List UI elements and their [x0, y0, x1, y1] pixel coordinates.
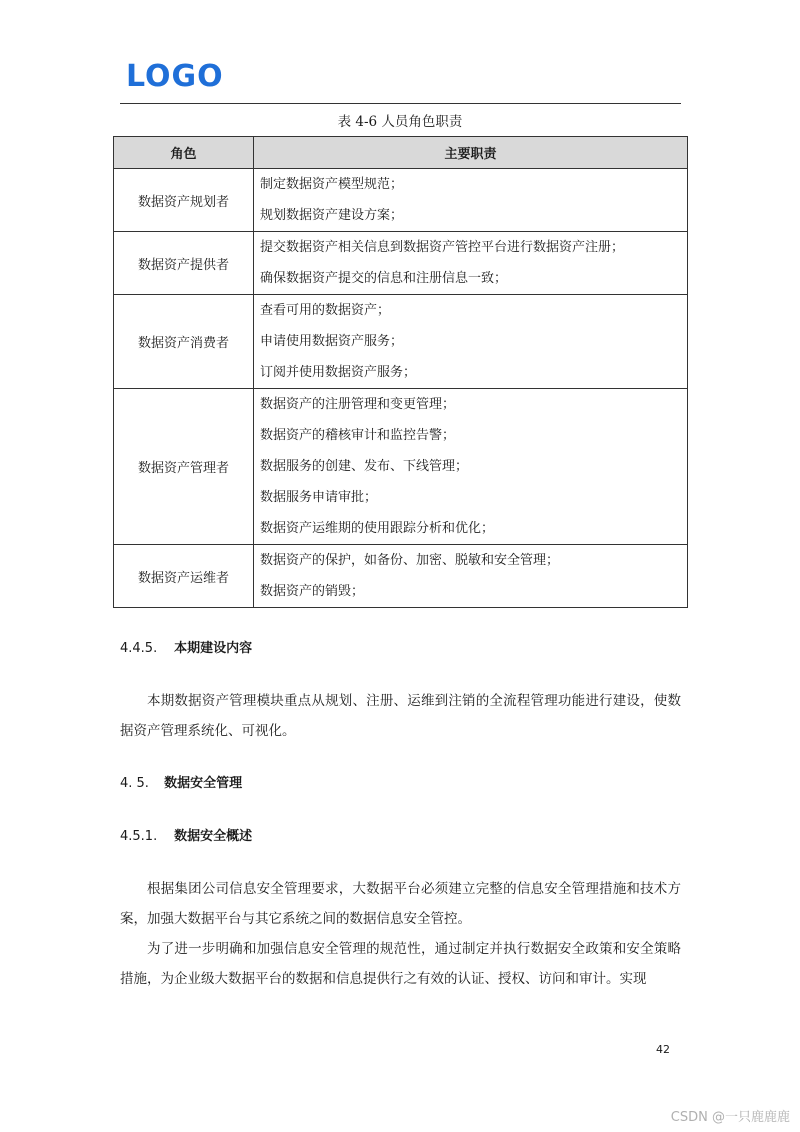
duties-cell [254, 232, 688, 295]
table-row [114, 169, 688, 232]
role-cell: 数据资产规划者 [114, 169, 254, 232]
duties-cell [254, 545, 688, 608]
section-heading-4-5-1 [120, 828, 252, 846]
duties-cell [254, 389, 688, 545]
section-number: 4. 5. [120, 776, 149, 791]
role-cell: 数据资产运维者 [114, 545, 254, 608]
table-row [114, 389, 688, 545]
paragraph: 为了进一步明确和加强信息安全管理的规范性，通过制定并执行数据安全政策和安全策略措施，为企业级大数据平台的数据和信息提供行之有效的认证、授权、访问和审计。实现 [120, 941, 681, 987]
section-heading-4-5 [120, 775, 242, 793]
duties-cell [254, 295, 688, 389]
duty-item: 数据服务的创建、发布、下线管理； [260, 459, 469, 474]
duty-item: 申请使用数据资产服务； [260, 334, 404, 349]
duty-item: 查看可用的数据资产； [260, 303, 391, 318]
section-heading-4-4-5 [120, 640, 252, 658]
logo: LOGO [126, 59, 224, 94]
duty-item: 数据资产运维期的使用跟踪分析和优化； [260, 521, 495, 536]
duty-item: 制定数据资产模型规范； [260, 177, 404, 192]
column-header-role: 角色 [114, 137, 254, 169]
watermark: CSDN @一只鹿鹿鹿 [670, 1110, 790, 1125]
table-caption: 表 4-6 人员角色职责 [337, 114, 463, 130]
duty-item: 数据资产的保护，如备份、加密、脱敏和安全管理； [260, 553, 560, 568]
duty-item: 数据资产的注册管理和变更管理； [260, 397, 456, 412]
duties-cell [254, 169, 688, 232]
table-row [114, 295, 688, 389]
role-cell: 数据资产提供者 [114, 232, 254, 295]
duty-item: 订阅并使用数据资产服务； [260, 365, 417, 380]
duty-item: 提交数据资产相关信息到数据资产管控平台进行数据资产注册； [260, 240, 625, 255]
section-number: 4.4.5. [120, 641, 158, 656]
duty-item: 数据服务申请审批； [260, 490, 378, 505]
duty-item: 数据资产的销毁； [260, 584, 365, 599]
paragraph: 根据集团公司信息安全管理要求，大数据平台必须建立完整的信息安全管理措施和技术方案，加强大数据平台与其它系统之间的数据信息安全管控。 [120, 881, 681, 927]
header-rule [120, 103, 681, 104]
duty-item: 规划数据资产建设方案； [260, 208, 404, 223]
paragraph: 本期数据资产管理模块重点从规划、注册、运维到注销的全流程管理功能进行建设，使数据资产管理系统化、可视化。 [120, 693, 681, 739]
table-header-row [114, 137, 688, 169]
duty-item: 确保数据资产提交的信息和注册信息一致； [260, 271, 508, 286]
column-header-duties: 主要职责 [254, 137, 688, 169]
roles-table [113, 136, 688, 608]
section-title: 数据安全管理 [164, 776, 243, 791]
section-title: 本期建设内容 [174, 641, 253, 656]
table-row [114, 232, 688, 295]
section-number: 4.5.1. [120, 829, 158, 844]
table-row [114, 545, 688, 608]
role-cell: 数据资产管理者 [114, 389, 254, 545]
role-cell: 数据资产消费者 [114, 295, 254, 389]
section-title: 数据安全概述 [174, 829, 253, 844]
duty-item: 数据资产的稽核审计和监控告警； [260, 428, 456, 443]
page-number: 42 [656, 1043, 670, 1056]
